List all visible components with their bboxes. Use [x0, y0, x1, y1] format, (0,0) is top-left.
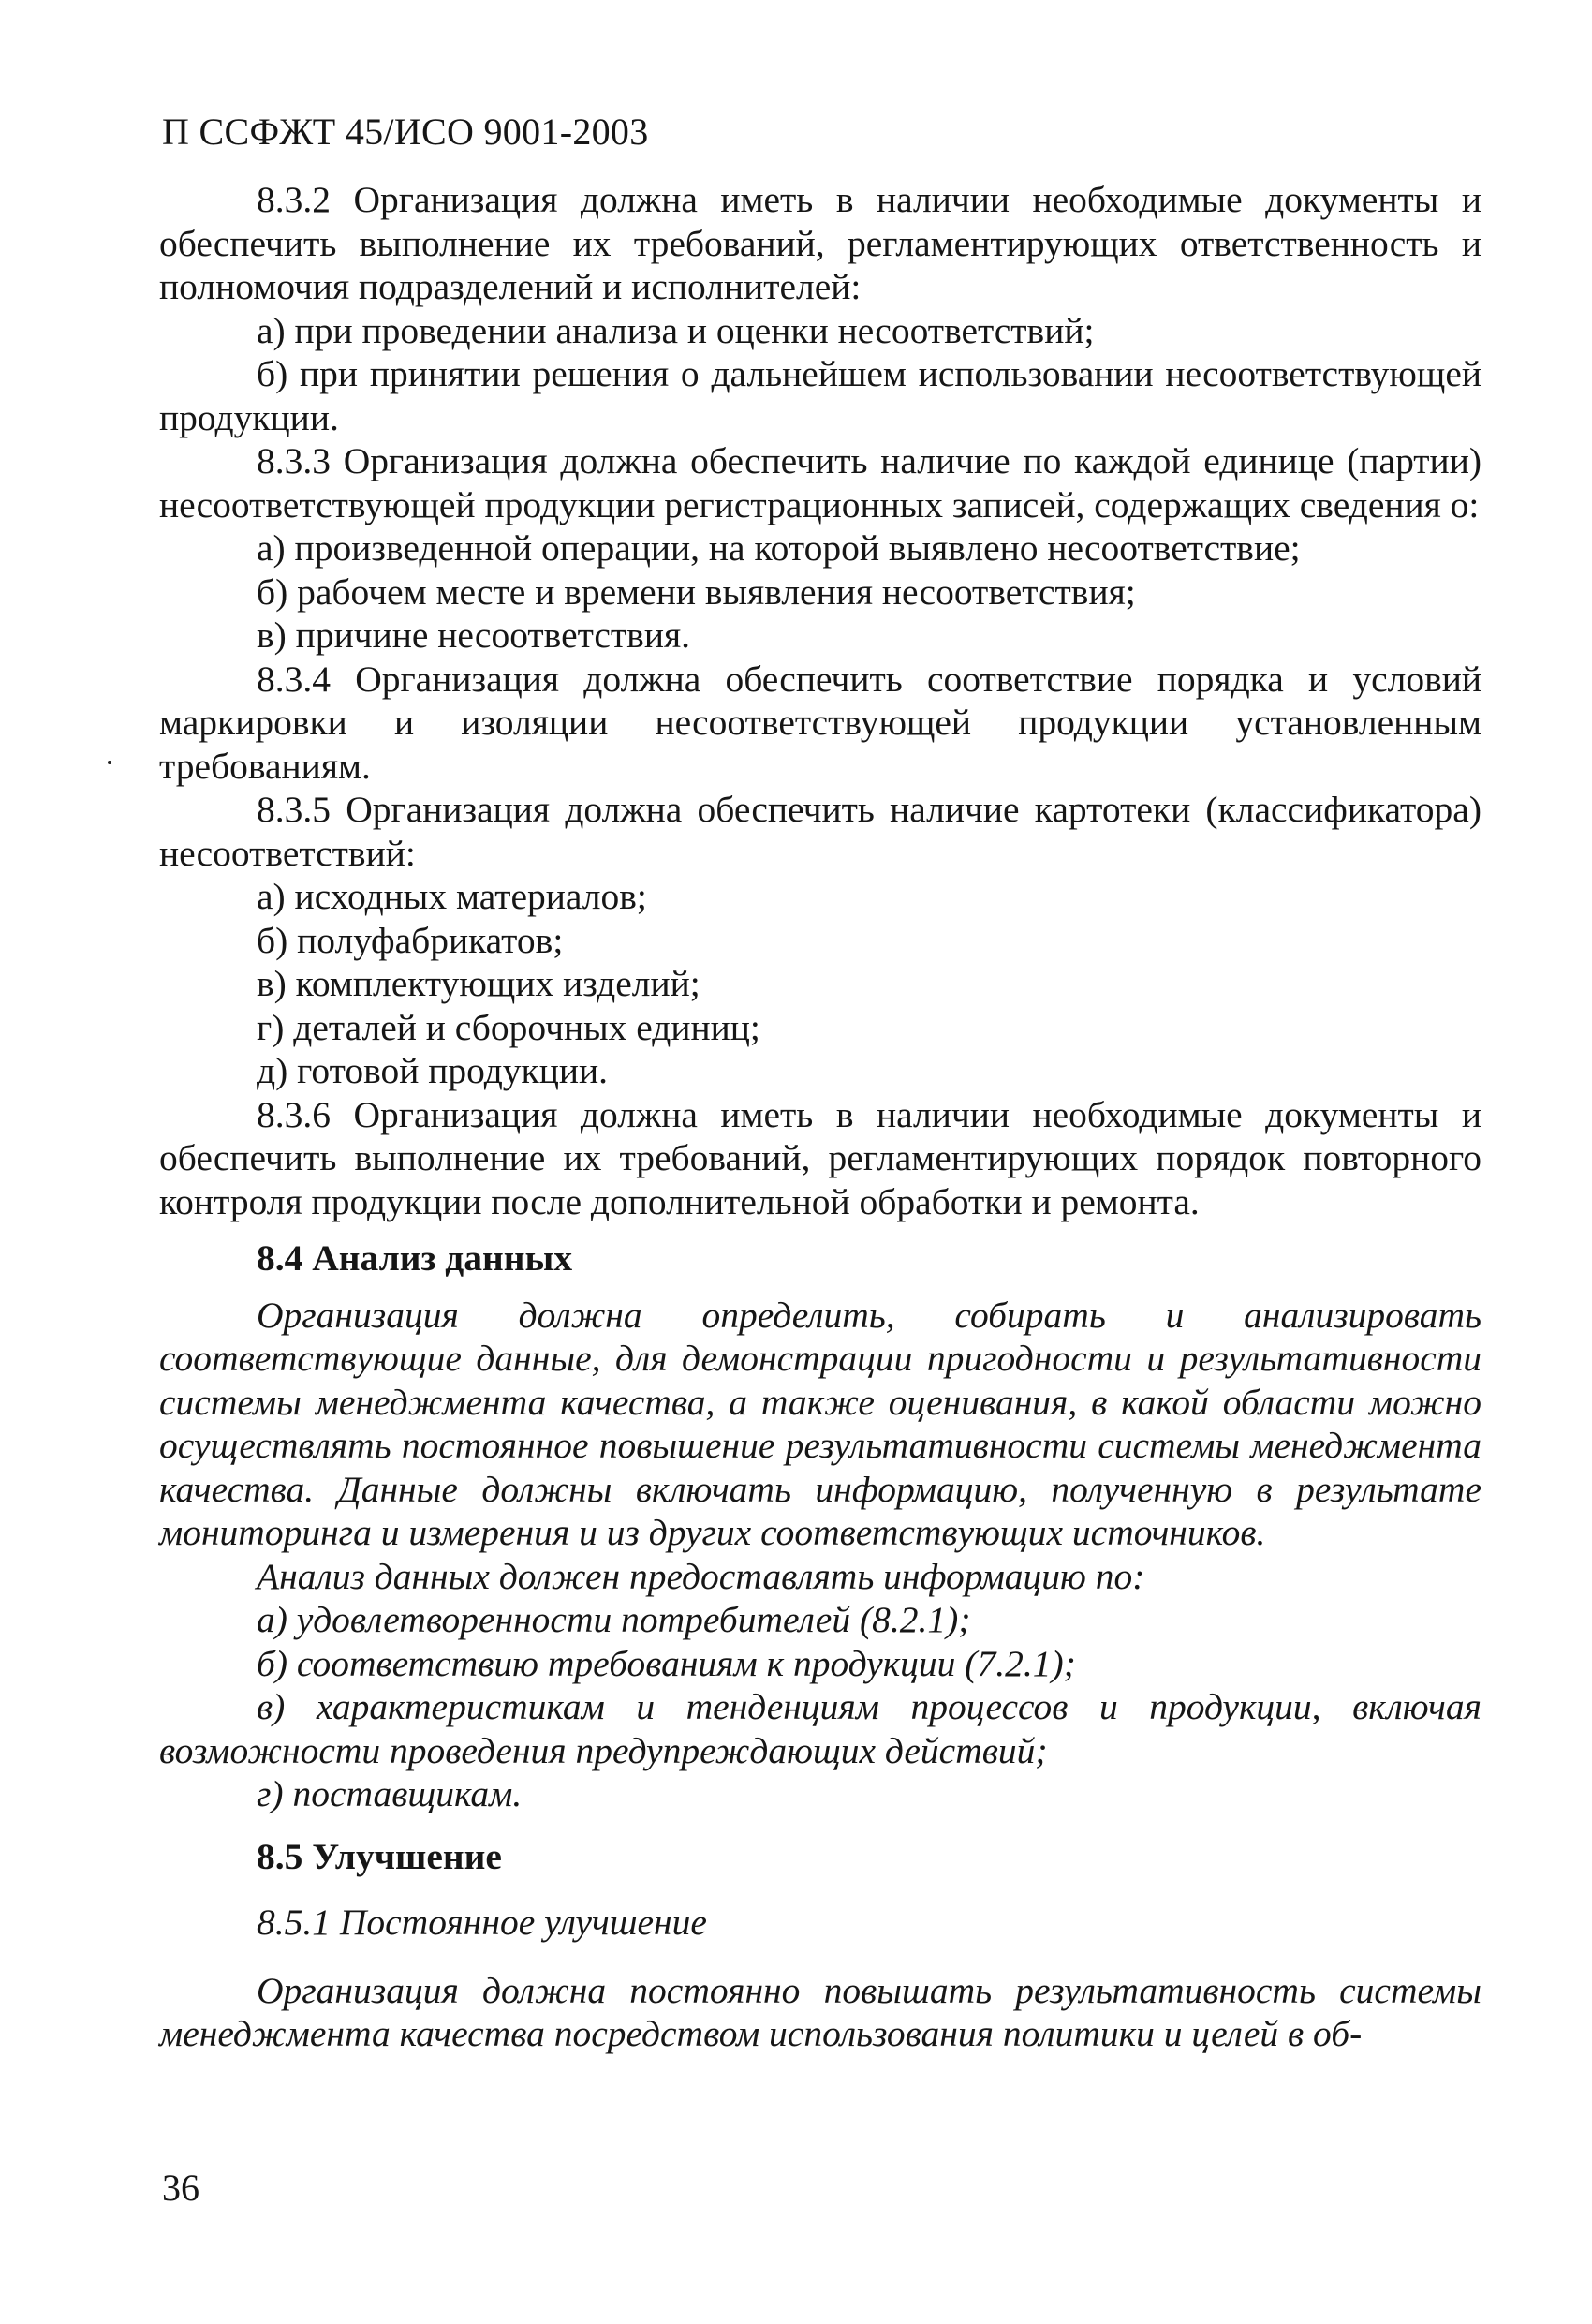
clause-8-3-3: 8.3.3 Организация должна обеспечить наличие по каждой единице (партии) несоответствующей продукции регистрационных записей, содержащих сведения о: [159, 440, 1481, 525]
clause-8-3-3-item-b: б) рабочем месте и времени выявления несоответствия; [257, 570, 1136, 613]
scan-speck [108, 761, 111, 764]
section-8-4-lead: Анализ данных должен предоставлять информацию по: [257, 1555, 1145, 1597]
clause-8-3-6: 8.3.6 Организация должна иметь в наличии необходимые документы и обеспечить выполнение их требований, регламентирующих порядок повторного контроля продукции после дополнительной обработки и ремонта. [159, 1093, 1481, 1222]
page-number: 36 [162, 2167, 199, 2209]
clause-8-3-2-item-b: б) при принятии решения о дальнейшем использовании несоответствующей продукции. [159, 353, 1481, 438]
section-8-4-item-v: в) характеристикам и тенденциям процессов и продукции, включая возможности проведения предупреждающих действий; [159, 1686, 1481, 1771]
section-8-4-intro: Организация должна определить, собирать и анализировать соответствующие данные, для демонстрации пригодности и результативности системы менеджмента качества, а также оценивания, в какой области можно осуществлять постоянное повышение результативности системы менеджмента качества. Данные должны включать информацию, полученную в результате мониторинга и измерения и из других соответствующих источников. [159, 1294, 1481, 1553]
clause-8-3-5-item-g: г) деталей и сборочных единиц; [257, 1006, 760, 1048]
section-heading-8-5: 8.5 Улучшение [257, 1835, 502, 1877]
page-content [159, 178, 1481, 2056]
clause-8-3-3-item-v: в) причине несоответствия. [257, 614, 691, 656]
clause-8-3-5-item-v: в) комплектующих изделий; [257, 963, 700, 1004]
clause-8-3-5-item-d: д) готовой продукции. [257, 1050, 609, 1091]
clause-8-3-5: 8.3.5 Организация должна обеспечить наличие картотеки (классификатора) несоответствий: [159, 789, 1481, 874]
clause-8-3-2: 8.3.2 Организация должна иметь в наличии необходимые документы и обеспечить выполнение их требований, регламентирующих ответственность и полномочия подразделений и исполнителей: [159, 179, 1481, 307]
document-code-header: П ССФЖТ 45/ИСО 9001-2003 [162, 111, 649, 153]
clause-8-3-5-item-b: б) полуфабрикатов; [257, 919, 564, 961]
section-8-4-item-b: б) соответствию требованиям к продукции (7.2.1); [257, 1642, 1076, 1684]
section-heading-8-4: 8.4 Анализ данных [257, 1237, 573, 1279]
clause-8-3-5-item-a: а) исходных материалов; [257, 876, 647, 917]
section-8-4-item-a: а) удовлетворенности потребителей (8.2.1); [257, 1599, 971, 1640]
subsection-heading-8-5-1: 8.5.1 Постоянное улучшение [257, 1902, 707, 1943]
clause-8-3-4: 8.3.4 Организация должна обеспечить соответствие порядка и условий маркировки и изоляции несоответствующей продукции установленным требованиям. [159, 658, 1481, 787]
clause-8-3-2-item-a: а) при проведении анализа и оценки несоответствий; [257, 309, 1095, 351]
clause-8-3-3-item-a: а) произведенной операции, на которой выявлено несоответствие; [257, 527, 1301, 569]
section-8-4-item-g: г) поставщикам. [257, 1773, 523, 1814]
subsection-8-5-1-text: Организация должна постоянно повышать результативность системы менеджмента качества посредством использования политики и целей в об- [159, 1969, 1481, 2054]
